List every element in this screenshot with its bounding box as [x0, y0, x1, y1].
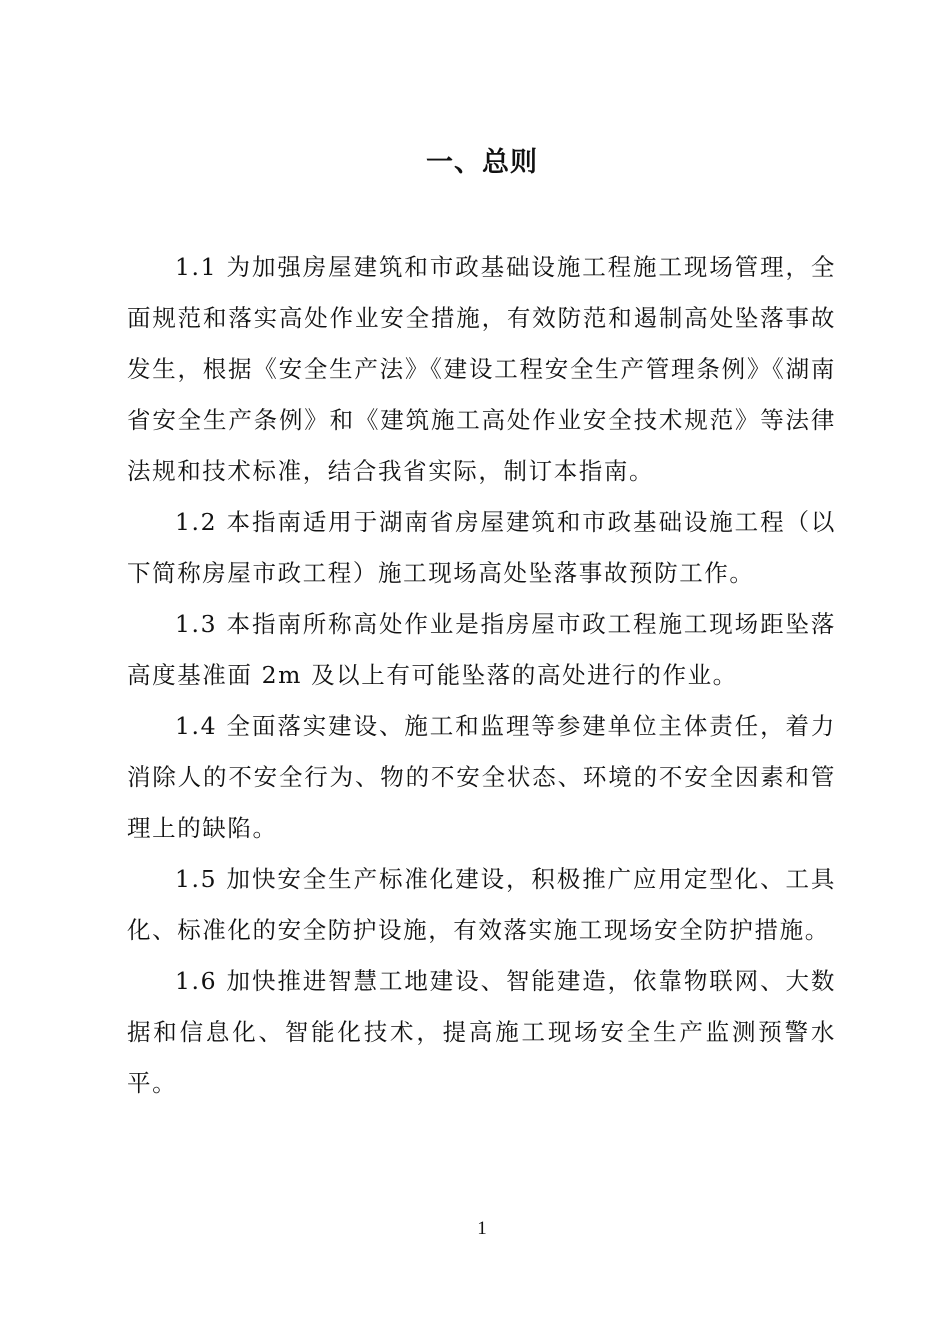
paragraph-1-4: 1.4 全面落实建设、施工和监理等参建单位主体责任，着力消除人的不安全行为、物的不安全状态、环境的不安全因素和管理上的缺陷。: [127, 712, 836, 842]
section-title: 一、总则: [426, 147, 538, 178]
paragraph-1-1: 1.1 为加强房屋建筑和市政基础设施工程施工现场管理，全面规范和落实高处作业安全措施，有效防范和遏制高处坠落事故发生，根据《安全生产法》《建设工程安全生产管理条例》《湖南省安全生产条例》和《建筑施工高处作业安全技术规范》等法律法规和技术标准，结合我省实际，制订本指南。: [127, 253, 836, 485]
paragraph-1-6: 1.6 加快推进智慧工地建设、智能建造，依靠物联网、大数据和信息化、智能化技术，提高施工现场安全生产监测预警水平。: [127, 967, 836, 1097]
document-body: [127, 242, 836, 1109]
paragraph-1-2: 1.2 本指南适用于湖南省房屋建筑和市政基础设施工程（以下简称房屋市政工程）施工现场高处坠落事故预防工作。: [127, 508, 836, 587]
paragraph-1-5: 1.5 加快安全生产标准化建设，积极推广应用定型化、工具化、标准化的安全防护设施，有效落实施工现场安全防护措施。: [127, 865, 836, 944]
page-number: 1: [477, 1218, 487, 1239]
paragraph-1-3: 1.3 本指南所称高处作业是指房屋市政工程施工现场距坠落高度基准面 2m 及以上有可能坠落的高处进行的作业。: [127, 610, 836, 689]
